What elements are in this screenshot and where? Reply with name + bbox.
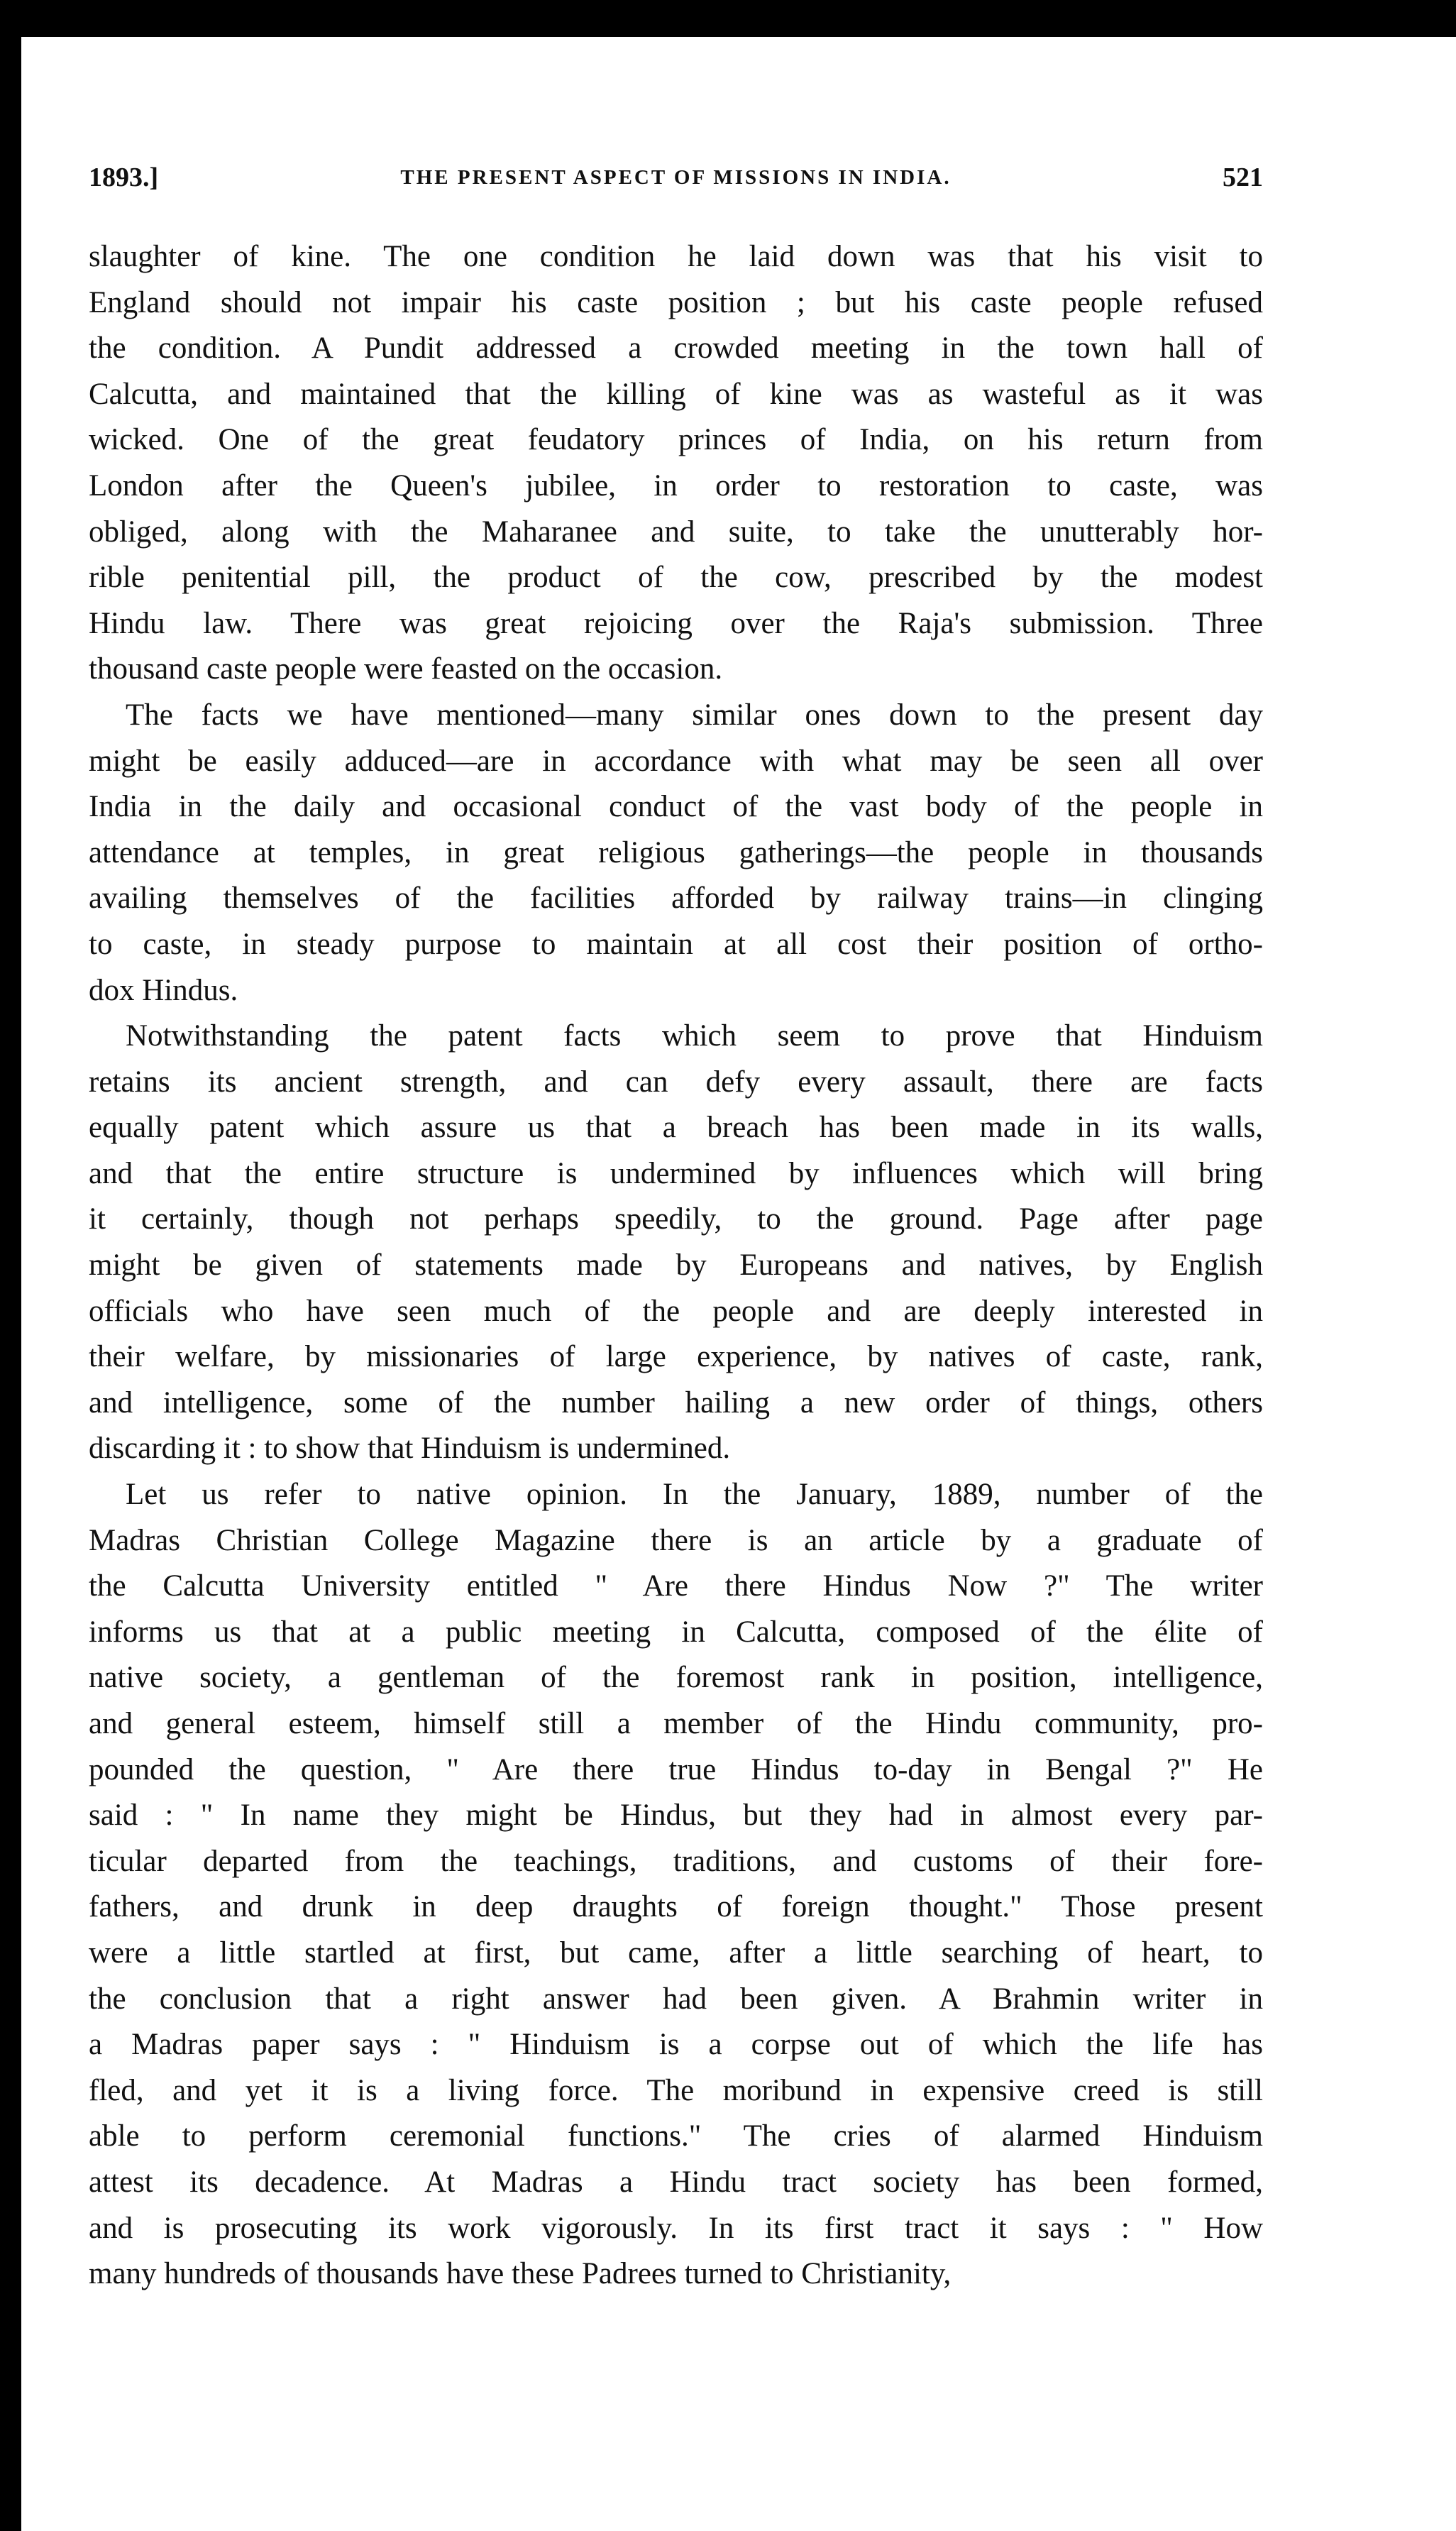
text-line: the Calcutta University entitled " Are there Hindus Now ?" The writer <box>89 1569 1263 1603</box>
text-line: officials who have seen much of the people and are deeply interested in <box>89 1294 1263 1328</box>
page-header <box>89 162 1263 204</box>
text-line: and intelligence, some of the number hailing a new order of things, others <box>89 1385 1263 1420</box>
text-line: a Madras paper says : " Hinduism is a corpse out of which the life has <box>89 2028 1263 2062</box>
text-line: and is prosecuting its work vigorously. In its first tract it says : " How <box>89 2211 1263 2245</box>
scan-top-border <box>0 0 1456 37</box>
text-line: and that the entire structure is undermined by influences which will bring <box>89 1156 1263 1190</box>
text-line: retains its ancient strength, and can defy every assault, there are facts <box>89 1065 1263 1099</box>
text-line: rible penitential pill, the product of the cow, prescribed by the modest <box>89 561 1263 595</box>
text-line: London after the Queen's jubilee, in order to restoration to caste, was <box>89 468 1263 503</box>
text-line: were a little startled at first, but came, after a little searching of heart, to <box>89 1936 1263 1970</box>
running-title: THE PRESENT ASPECT OF MISSIONS IN INDIA. <box>400 166 952 189</box>
text-line: India in the daily and occasional conduct of the vast body of the people in <box>89 790 1263 824</box>
text-line: thousand caste people were feasted on the occasion. <box>89 652 723 686</box>
text-line: fathers, and drunk in deep draughts of foreign thought." Those present <box>89 1890 1263 1924</box>
text-line: Hindu law. There was great rejoicing over the Raja's submission. Three <box>89 606 1263 640</box>
text-line: able to perform ceremonial functions." The cries of alarmed Hinduism <box>89 2119 1263 2153</box>
text-line: wicked. One of the great feudatory princes of India, on his return from <box>89 423 1263 457</box>
paragraph-2 <box>89 693 1263 1014</box>
text-line: Notwithstanding the patent facts which seem to prove that Hinduism <box>126 1019 1263 1053</box>
text-line: informs us that at a public meeting in Calcutta, composed of the élite of <box>89 1615 1263 1649</box>
text-line: might be given of statements made by Europeans and natives, by English <box>89 1248 1263 1283</box>
text-line: discarding it : to show that Hinduism is undermined. <box>89 1432 731 1466</box>
text-line: Madras Christian College Magazine there is an article by a graduate of <box>89 1523 1263 1557</box>
text-line: attest its decadence. At Madras a Hindu tract society has been formed, <box>89 2165 1263 2199</box>
text-line: to caste, in steady purpose to maintain at all cost their position of ortho- <box>89 927 1263 961</box>
text-line: attendance at temples, in great religious gatherings—the people in thousands <box>89 835 1263 869</box>
paragraph-1 <box>89 234 1263 693</box>
text-line: native society, a gentleman of the foremost rank in position, intelligence, <box>89 1661 1263 1695</box>
text-line: equally patent which assure us that a breach has been made in its walls, <box>89 1111 1263 1145</box>
paragraph-4 <box>89 1472 1263 2297</box>
text-line: said : " In name they might be Hindus, but they had in almost every par- <box>89 1799 1263 1833</box>
text-line: availing themselves of the facilities afforded by railway trains—in clinging <box>89 882 1263 916</box>
text-line: it certainly, though not perhaps speedily, to the ground. Page after page <box>89 1202 1263 1236</box>
scan-left-border <box>0 0 21 2531</box>
text-body <box>89 234 1263 2297</box>
text-line: might be easily adduced—are in accordance with what may be seen all over <box>89 744 1263 778</box>
header-year: 1893.] <box>89 163 159 192</box>
text-line: the condition. A Pundit addressed a crowded meeting in the town hall of <box>89 331 1263 366</box>
text-line: obliged, along with the Maharanee and suite, to take the unutterably hor- <box>89 515 1263 549</box>
text-line: and general esteem, himself still a member of the Hindu community, pro- <box>89 1707 1263 1740</box>
text-line: fled, and yet it is a living force. The moribund in expensive creed is still <box>89 2073 1263 2107</box>
text-line: dox Hindus. <box>89 973 238 1007</box>
text-line: the conclusion that a right answer had been given. A Brahmin writer in <box>89 1982 1263 2016</box>
text-line: Calcutta, and maintained that the killing of kine was as wasteful as it was <box>89 377 1263 411</box>
text-line: pounded the question, " Are there true Hindus to-day in Bengal ?" He <box>89 1752 1263 1786</box>
page-number: 521 <box>1223 163 1263 192</box>
text-line: slaughter of kine. The one condition he laid down was that his visit to <box>89 240 1263 273</box>
paragraph-3 <box>89 1014 1263 1472</box>
text-line: their welfare, by missionaries of large experience, by natives of caste, rank, <box>89 1340 1263 1374</box>
text-line: Let us refer to native opinion. In the January, 1889, number of the <box>126 1478 1263 1512</box>
text-line: ticular departed from the teachings, traditions, and customs of their fore- <box>89 1844 1263 1878</box>
text-line: England should not impair his caste position ; but his caste people refused <box>89 285 1263 319</box>
text-line: The facts we have mentioned—many similar ones down to the present day <box>126 698 1263 732</box>
text-line: many hundreds of thousands have these Padrees turned to Christianity, <box>89 2257 952 2291</box>
